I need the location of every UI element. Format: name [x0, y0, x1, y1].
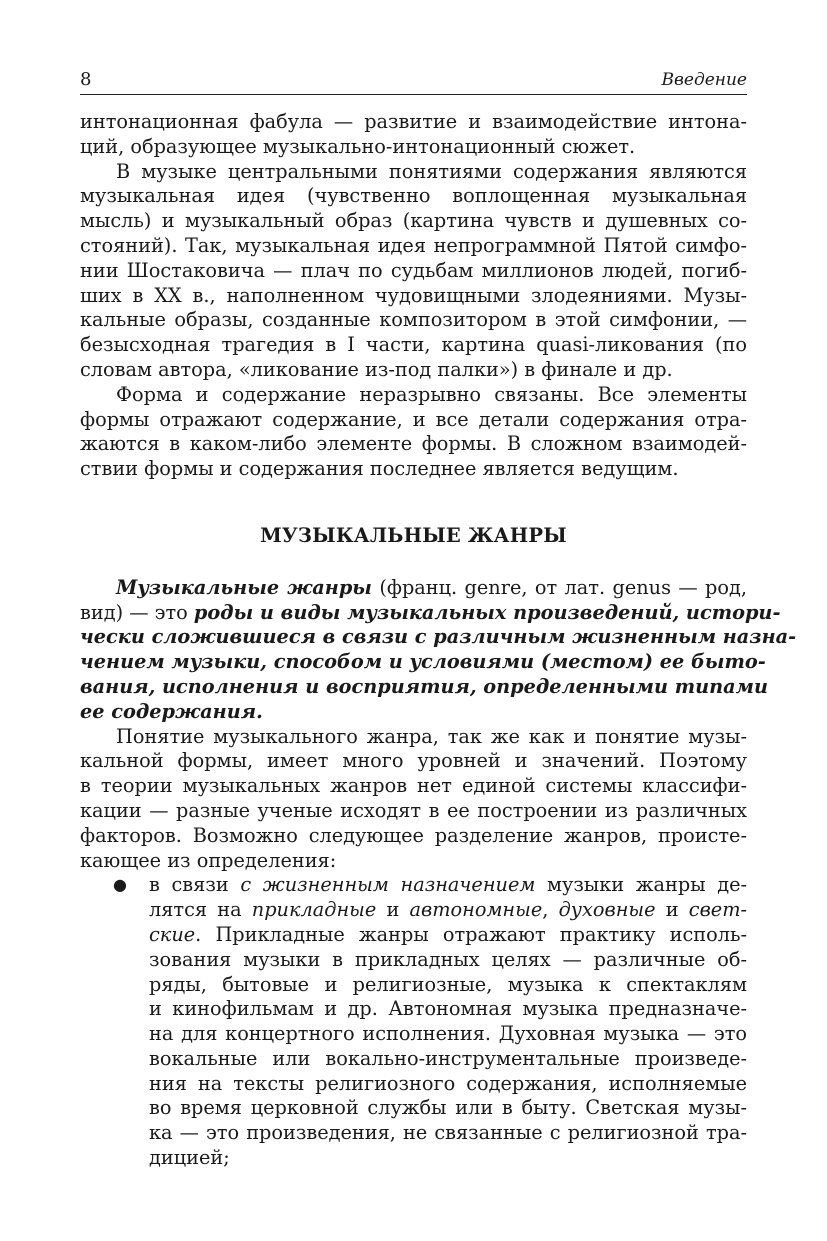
text-line: ее содержания. — [80, 699, 263, 723]
text-line: ций, образующее музыкально-интонационный сюжет. — [80, 134, 636, 158]
text-run: . Прикладные жанры отражают практику исполь- — [195, 922, 747, 946]
text-line: кальной формы, имеет много уровней и значений. Поэтому — [80, 749, 747, 773]
text-line: и кинофильмам и др. Автономная музыка предназначе- — [149, 997, 747, 1021]
text-line: ших в XX в., наполненном чудовищными злодеяниями. Музы- — [80, 283, 747, 307]
text-line: ка — это произведения, не связанные с религиозной тра- — [149, 1121, 747, 1145]
text-line: нии Шостаковича — плач по судьбам миллионов людей, погиб- — [80, 258, 747, 282]
text-run: музыки жанры де- — [535, 873, 747, 897]
paragraph-content-concepts — [80, 160, 747, 383]
text-line: на для концертного исполнения. Духовная музыка — это — [149, 1022, 747, 1046]
text-line: ряды, бытовые и религиозные, музыка к спектаклям — [149, 972, 747, 996]
paragraph-fabula — [80, 110, 747, 160]
text-line: безысходная трагедия в I части, картина quasi-ликования (по — [80, 333, 747, 357]
text-line — [80, 576, 747, 601]
paragraph-form-content — [80, 383, 747, 482]
book-page — [80, 0, 797, 1241]
text-line: В музыке центральными понятиями содержания являются — [116, 159, 747, 183]
paragraph-genre-concept — [80, 725, 747, 874]
emphasis-run: роды и виды музыкальных произведений, истори- — [193, 600, 781, 624]
text-line: кальные образы, созданные композитором в этой симфонии, — — [80, 308, 747, 332]
page-number: 8 — [80, 69, 92, 90]
text-line: ния на тексты религиозного содержания, исполняемые — [149, 1071, 747, 1095]
text-line: ствии формы и содержания последнее является ведущим. — [80, 457, 679, 481]
text-line: во время церковной службы или в быту. Светская музы- — [149, 1096, 747, 1120]
bullet-icon: ● — [113, 875, 127, 895]
text-run: и — [376, 898, 410, 922]
text-line: формы отражают содержание, и все детали содержания отра- — [80, 407, 747, 431]
text-line: кации — разные ученые исходят в ее построении из различных — [80, 798, 747, 822]
text-line: чески сложившиеся в связи с различным жизненным назна- — [80, 625, 797, 649]
text-line: стояний). Так, музыкальная идея непрограммной Пятой симфо- — [80, 233, 747, 257]
text-line: вания, исполнения и восприятия, определенными типами — [80, 674, 769, 698]
text-line: в теории музыкальных жанров нет единой системы классифи- — [80, 774, 747, 798]
text-line — [80, 600, 781, 626]
text-line: дицией; — [149, 1146, 230, 1170]
text-line: чением музыки, способом и условиями (местом) ее быто- — [80, 650, 766, 674]
text-line: Понятие музыкального жанра, так же как и понятие музы- — [116, 724, 747, 748]
italic-run: свет- — [688, 898, 747, 922]
text-line: словам автора, «ликование из-под палки») в финале и др. — [80, 357, 673, 381]
text-line: вокальные или вокально-инструментальные произведе- — [149, 1046, 747, 1070]
bullet-item-life-purpose — [80, 873, 747, 1171]
defined-term: Музыкальные жанры — [116, 575, 372, 599]
text-line: кающее из определения: — [80, 848, 337, 872]
page-header — [80, 68, 747, 95]
running-head: Введение — [661, 70, 747, 90]
italic-run: ские — [149, 922, 196, 946]
italic-run: автономные — [409, 898, 543, 922]
text-line: мысль) и музыкальный образ (картина чувств и душевных со- — [80, 209, 747, 233]
text-run: и — [655, 898, 689, 922]
text-run: , — [542, 898, 559, 922]
text-line: Форма и содержание неразрывно связаны. Все элементы — [116, 382, 747, 406]
text-run: в связи — [149, 873, 241, 897]
text-line — [80, 898, 747, 923]
text-run: (франц. genre, от лат. genus — род, — [371, 575, 747, 599]
text-line: зования музыки в прикладных целях — различные об- — [149, 947, 747, 971]
text-line — [80, 873, 747, 898]
text-line: интонационная фабула — развитие и взаимодействие интона- — [80, 110, 747, 133]
text-line: жаются в каком-либо элементе формы. В сложном взаимодей- — [80, 432, 747, 456]
italic-run: прикладные — [251, 898, 377, 922]
section-heading: МУЗЫКАЛЬНЫЕ ЖАНРЫ — [260, 523, 567, 547]
text-run: вид) — это — [80, 600, 194, 624]
italic-run: духовные — [558, 898, 656, 922]
text-line — [80, 923, 747, 948]
text-line: факторов. Возможно следующее разделение жанров, проистe- — [80, 823, 747, 847]
paragraph-definition — [80, 575, 797, 725]
italic-run: с жизненным назначением — [240, 873, 536, 897]
text-line: музыкальная идея (чувственно воплощенная музыкальная — [80, 184, 747, 208]
text-run: лятся на — [149, 898, 252, 922]
page-body — [80, 110, 797, 1171]
